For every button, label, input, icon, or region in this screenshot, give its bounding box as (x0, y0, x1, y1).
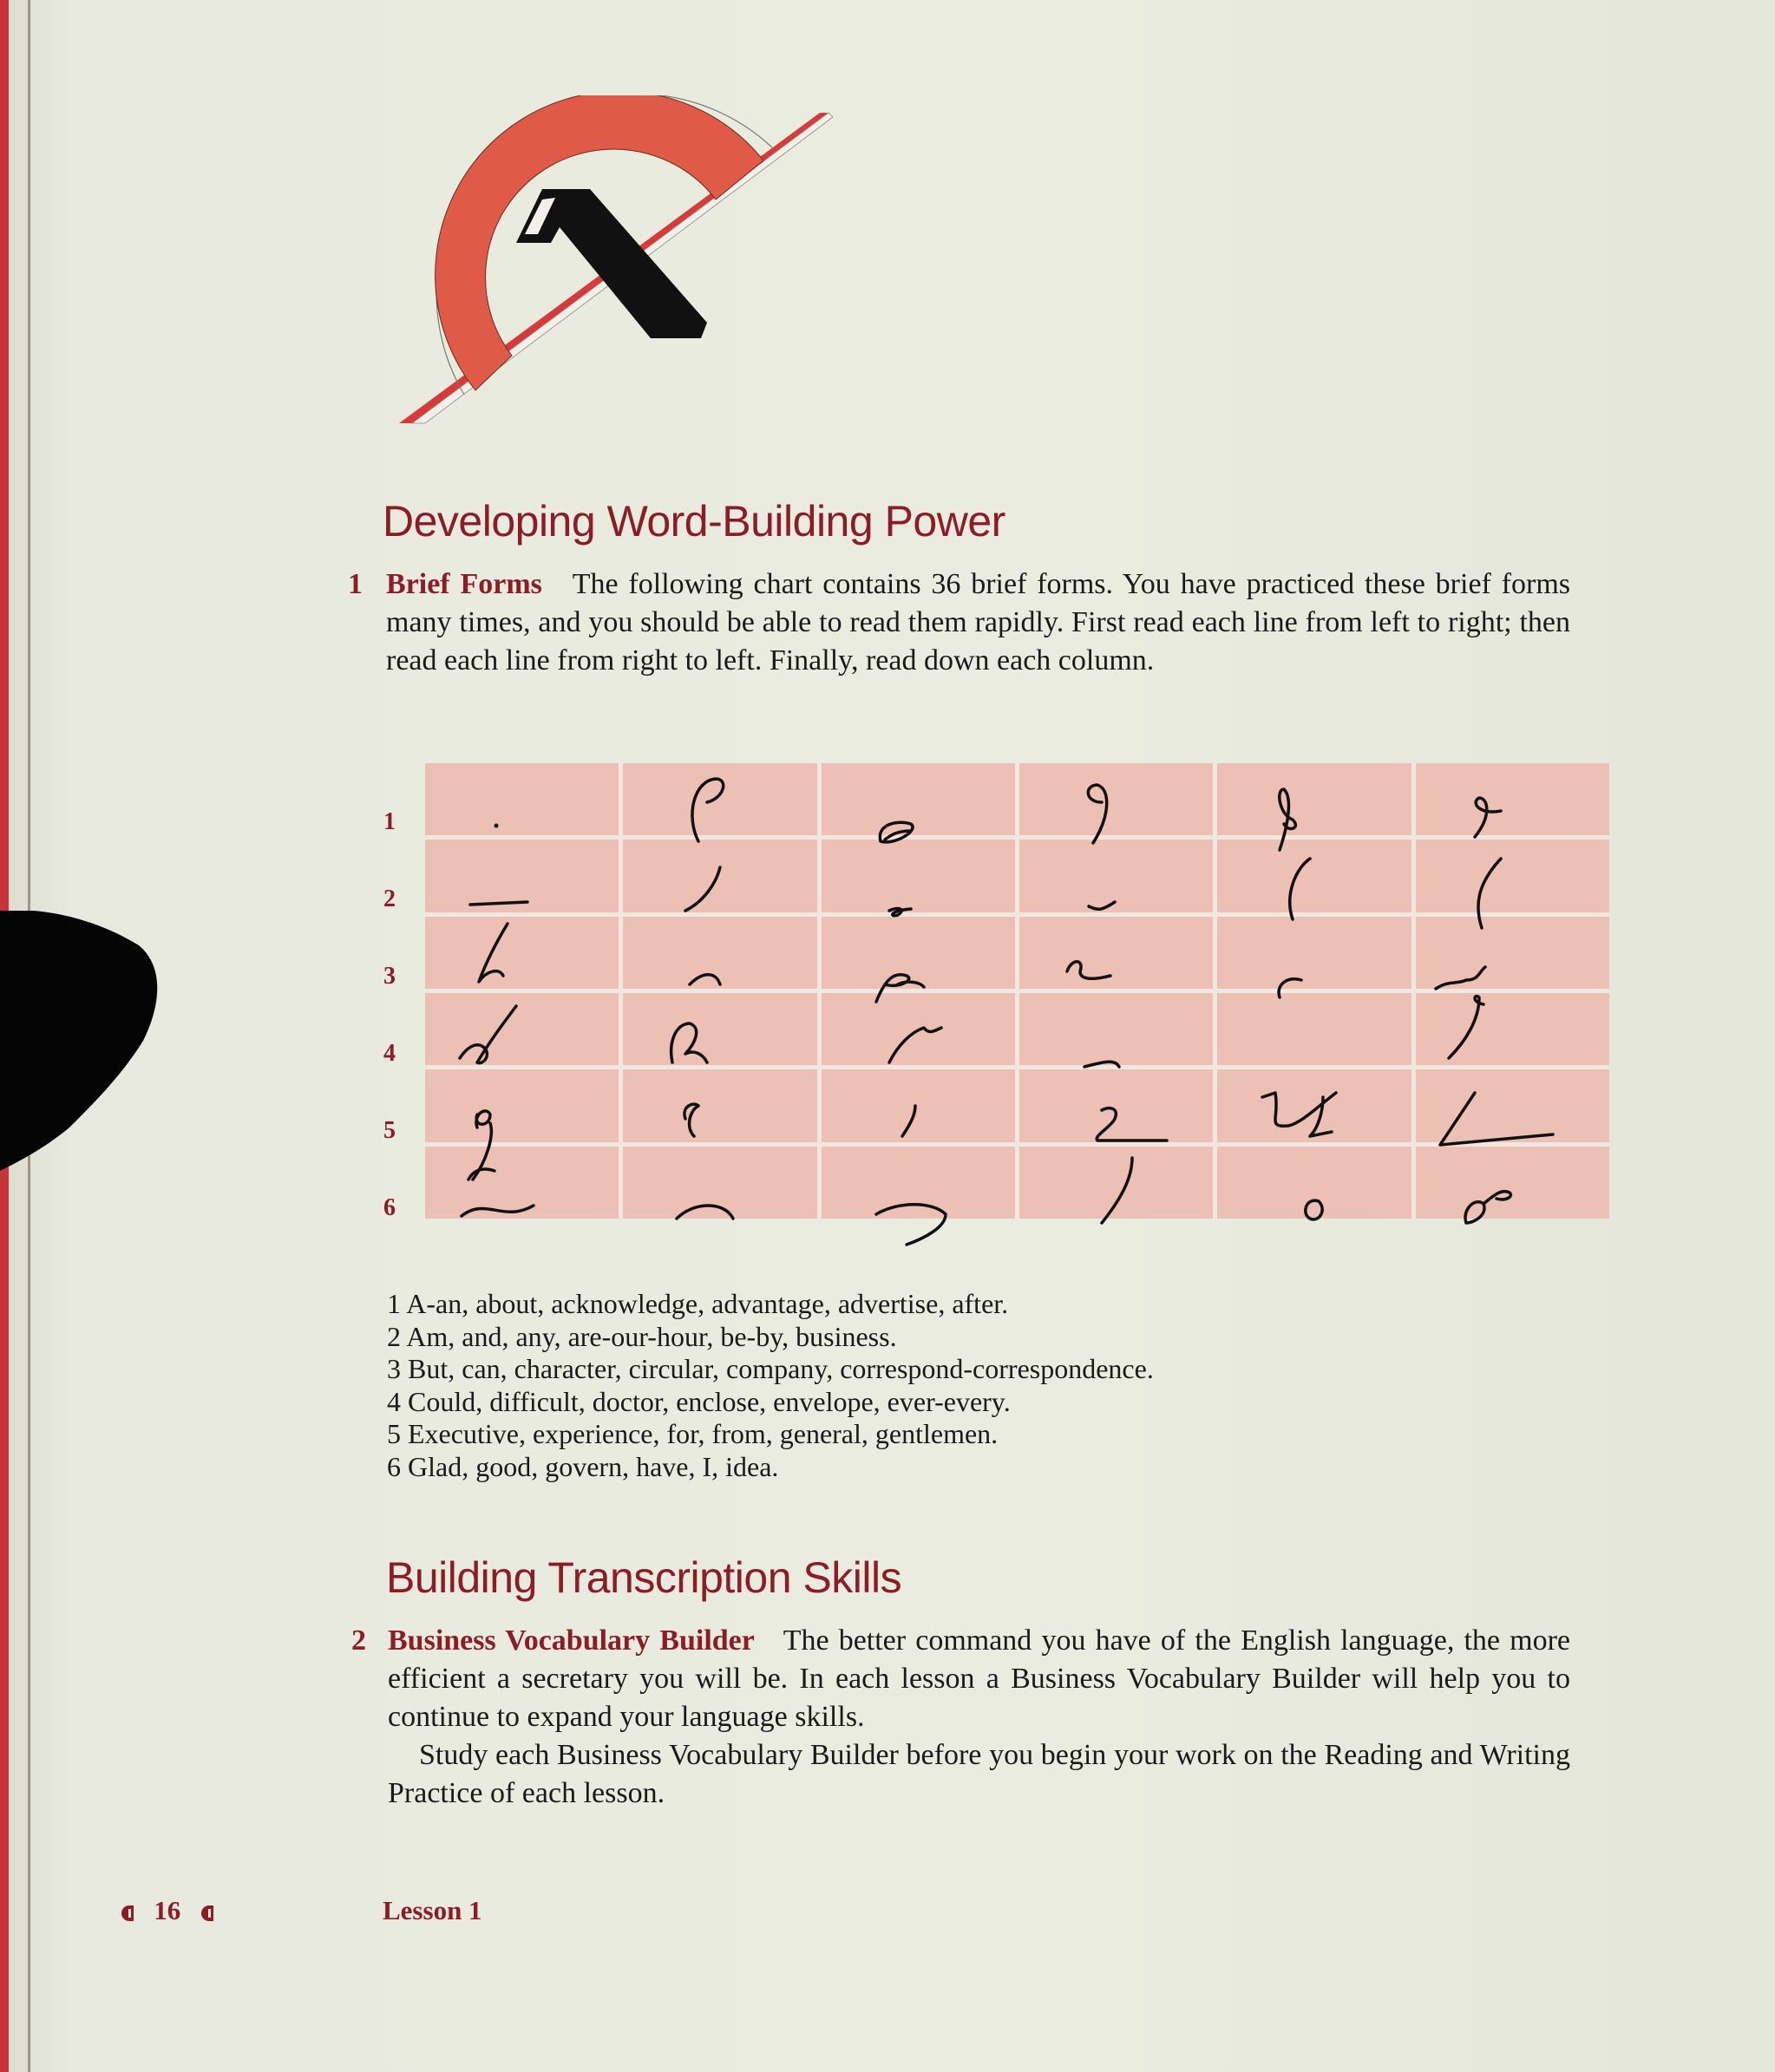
row-number: 3 (383, 963, 396, 990)
key-num: 2 (387, 1320, 401, 1352)
chart-cell (1217, 993, 1411, 1065)
lesson-label: Lesson 1 (383, 1895, 482, 1925)
half-moon-icon (201, 1905, 213, 1921)
half-moon-icon (121, 1905, 134, 1921)
chart-cell (1019, 763, 1213, 835)
page-number-footer (121, 1895, 213, 1926)
chart-cell (623, 917, 816, 989)
key-text: Could, difficult, doctor, enclose, envelope, ever-every. (408, 1385, 1011, 1417)
chart-cell (1217, 1069, 1411, 1141)
key-text: Executive, experience, for, from, general, gentlemen. (408, 1418, 999, 1449)
chart-cell (1019, 993, 1213, 1065)
chart-cell (1416, 1147, 1609, 1219)
item-number: 2 (351, 1624, 366, 1657)
chart-grid (425, 763, 1609, 1219)
chart-cell (1019, 1147, 1213, 1219)
chart-cell (623, 1147, 816, 1219)
chart-cell (1416, 840, 1609, 912)
chart-cell (623, 1069, 816, 1141)
row-number: 6 (383, 1194, 396, 1221)
item-body-second: Study each Business Vocabulary Builder before you begin your work on the Reading and Writing Practice of each lesson. (388, 1739, 1570, 1809)
chart-cell (1217, 763, 1411, 835)
brief-forms-chart (383, 763, 1609, 1221)
key-row (387, 1353, 1154, 1386)
section-title-word-building: Developing Word-Building Power (383, 497, 1005, 546)
key-row (387, 1288, 1154, 1321)
protractor-a-logo (382, 95, 833, 429)
key-num: 5 (387, 1418, 401, 1449)
key-text: A-an, about, acknowledge, advantage, advertise, after. (406, 1288, 1009, 1319)
key-num: 3 (387, 1353, 401, 1384)
chart-cell (1019, 840, 1213, 912)
item-number: 1 (348, 568, 363, 600)
chart-cell (1217, 840, 1411, 912)
section-title-transcription: Building Transcription Skills (386, 1553, 902, 1602)
chart-cell (1416, 917, 1609, 989)
key-text: But, can, character, circular, company, correspond-correspondence. (408, 1353, 1154, 1384)
chart-cell (1217, 917, 1411, 989)
key-text: Am, and, any, are-our-hour, be-by, business. (406, 1320, 897, 1352)
key-row (387, 1321, 1154, 1354)
chart-cell (1416, 1069, 1609, 1141)
chart-cell (1416, 993, 1609, 1065)
page-number: 16 (154, 1895, 181, 1925)
item-body: The better command you have of the English language, the more efficient a secretary you will be. In each lesson a Business Vocabulary Builder will help you to continue to expand your language skills. (388, 1624, 1571, 1733)
item-body: The following chart contains 36 brief forms. You have practiced these brief forms many times, and you should be able to read them rapidly. First read each line from left to right; then read each line from right to left. Finally, read down each column. (386, 568, 1570, 677)
row-number: 5 (383, 1117, 396, 1144)
chart-cell (1416, 763, 1609, 835)
chart-cell (822, 917, 1015, 989)
key-row (387, 1418, 1154, 1451)
row-number: 4 (383, 1040, 396, 1067)
key-row (387, 1451, 1154, 1484)
row-number: 1 (383, 808, 396, 835)
item-lead: Brief Forms (386, 568, 542, 600)
chart-cell (623, 763, 816, 835)
key-text: Glad, good, govern, have, I, idea. (408, 1450, 779, 1482)
key-row (387, 1386, 1154, 1419)
chart-cell (425, 1147, 619, 1219)
chart-cell (425, 1069, 619, 1141)
chart-cell (425, 917, 619, 989)
chart-cell (822, 840, 1015, 912)
brief-forms-paragraph (348, 565, 1570, 680)
chart-cell (822, 763, 1015, 835)
chart-cell (425, 840, 619, 912)
chart-cell (1217, 1147, 1411, 1219)
key-num: 1 (387, 1288, 401, 1319)
chart-cell (623, 993, 816, 1065)
item-lead: Business Vocabulary Builder (388, 1624, 755, 1657)
chart-cell (425, 763, 619, 835)
chart-cell (1019, 1069, 1213, 1141)
chart-cell (623, 840, 816, 912)
chart-cell (822, 1069, 1015, 1141)
row-number: 2 (383, 886, 396, 912)
key-num: 6 (387, 1450, 401, 1482)
key-num: 4 (387, 1385, 401, 1417)
chart-cell (1019, 917, 1213, 989)
vocabulary-builder-paragraph (351, 1622, 1571, 1813)
chart-cell (822, 1147, 1015, 1219)
thumb-occlusion (0, 911, 165, 1171)
chart-cell (425, 993, 619, 1065)
brief-forms-key (387, 1288, 1154, 1483)
chart-cell (822, 993, 1015, 1065)
